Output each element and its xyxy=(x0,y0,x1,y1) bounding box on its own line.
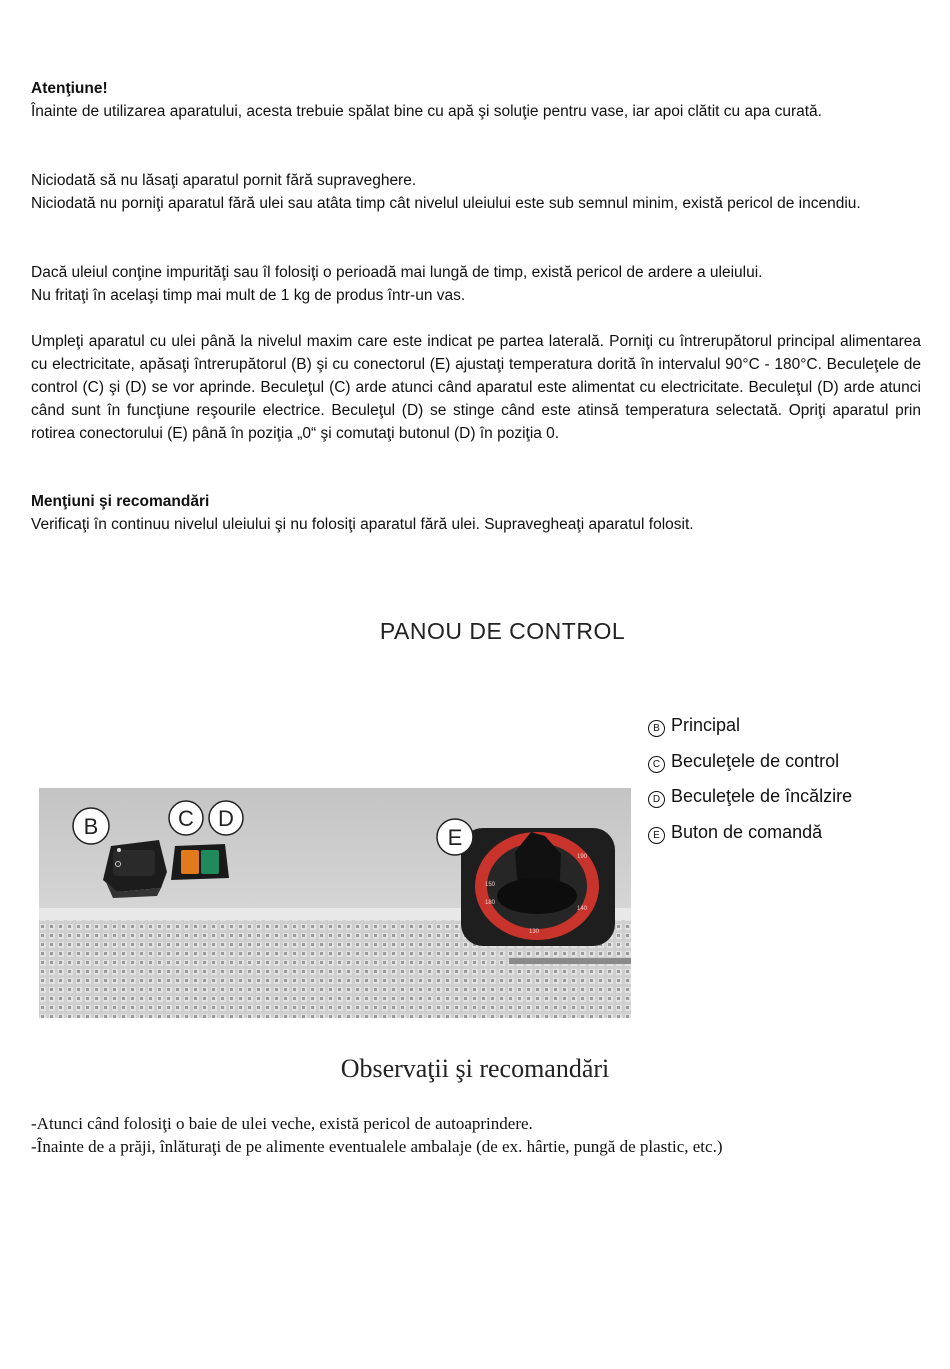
callout-c: C xyxy=(178,806,194,831)
legend-item-d xyxy=(648,779,852,815)
main-switch xyxy=(103,840,167,898)
control-panel-illustration xyxy=(39,788,631,1018)
legend-letter-b: B xyxy=(648,720,665,737)
dial-tick-190: 190 xyxy=(577,854,588,860)
dial-tick-140: 140 xyxy=(577,906,588,912)
legend-letter-c: C xyxy=(648,756,665,773)
thermostat-knob xyxy=(461,828,615,946)
observations-list xyxy=(31,1112,921,1158)
observations-title: Observaţii şi recomandări xyxy=(340,1054,610,1083)
callout-e: E xyxy=(447,825,463,850)
dial-tick-180: 180 xyxy=(485,900,496,906)
mentions-text: Verificaţi în continuu nivelul uleiului şi nu folosiţi aparatul fără ulei. Supravegheaţi aparatul folosit. xyxy=(31,516,694,533)
legend-label-d: Beculeţele de încălzire xyxy=(671,786,853,807)
legend-letter-e: E xyxy=(648,827,665,844)
mentions-heading: Menţiuni şi recomandări xyxy=(31,493,210,510)
legend-item-e xyxy=(648,815,852,851)
panel-legend xyxy=(648,708,852,850)
usage-instructions xyxy=(31,330,921,445)
warning-paragraph-2-block xyxy=(31,169,921,215)
observation-line-2: -Înainte de a prăji, înlăturaţi de pe alimente eventualele ambalaje (de ex. hârtie, pungă de plastic, etc.) xyxy=(31,1137,723,1156)
panel-title: PANOU DE CONTROL xyxy=(379,618,626,644)
heating-lamp-green xyxy=(201,850,219,874)
usage-paragraph: Umpleţi aparatul cu ulei până la nivelul maxim care este indicat pe partea laterală. Porniţi cu întrerupătorul principal alimentarea cu electricitate, apăsaţi întrerupătorul (B) şi cu conectorul (E) ajustaţi temperatura dorită în intervalul 90°C - 180°C. Beculeţele de control (C) şi (D) se vor aprinde. Beculeţul (C) arde atunci când aparatul este alimentat cu electricitate. Beculeţul (D) arde atunci când sunt în funcţiune reşourile electrice. Beculeţul (D) se stinge când este atinsă temperatura selectată. Opriţi aparatul prin rotirea conectorului (E) până în poziţia „0“ şi comutaţi butonul (D) în poziţia 0. xyxy=(31,333,921,442)
legend-label-b: Principal xyxy=(671,715,741,736)
warning-heading: Atenţiune! xyxy=(31,80,108,97)
dial-tick-130: 130 xyxy=(529,929,540,935)
warning-paragraph-1: Înainte de utilizarea aparatului, acesta trebuie spălat bine cu apă şi soluţie pentru vase, iar apoi clătit cu apa curată. xyxy=(31,103,822,120)
legend-item-c xyxy=(648,744,852,780)
warning-section xyxy=(31,77,921,123)
observation-line-1: -Atunci când folosiţi o baie de ulei veche, există pericol de autoaprindere. xyxy=(31,1114,533,1133)
legend-label-c: Beculeţele de control xyxy=(671,750,840,771)
legend-letter-d: D xyxy=(648,791,665,808)
basket-handle xyxy=(509,958,631,964)
indicator-lamps xyxy=(171,844,229,880)
warning-paragraph-3a: Dacă uleiul conţine impurităţi sau îl folosiţi o perioadă mai lungă de timp, există pericol de ardere a uleiului. xyxy=(31,264,763,281)
mentions-section xyxy=(31,490,921,536)
legend-item-b xyxy=(648,708,852,744)
control-lamp-orange xyxy=(181,850,199,874)
callout-b: B xyxy=(83,814,99,839)
dial-tick-150: 150 xyxy=(485,882,496,888)
callout-d: D xyxy=(218,806,234,831)
warning-paragraph-3b: Nu fritaţi în acelaşi timp mai mult de 1 kg de produs într-un vas. xyxy=(31,287,466,304)
warning-paragraph-2b: Niciodată nu porniţi aparatul fără ulei sau atâta timp cât nivelul uleiului este sub semnul minim, există pericol de incendiu. xyxy=(31,195,861,212)
legend-label-e: Buton de comandă xyxy=(671,821,823,842)
warning-paragraph-2a: Niciodată să nu lăsaţi aparatul pornit fără supraveghere. xyxy=(31,172,417,189)
warning-paragraph-3-block xyxy=(31,261,921,307)
